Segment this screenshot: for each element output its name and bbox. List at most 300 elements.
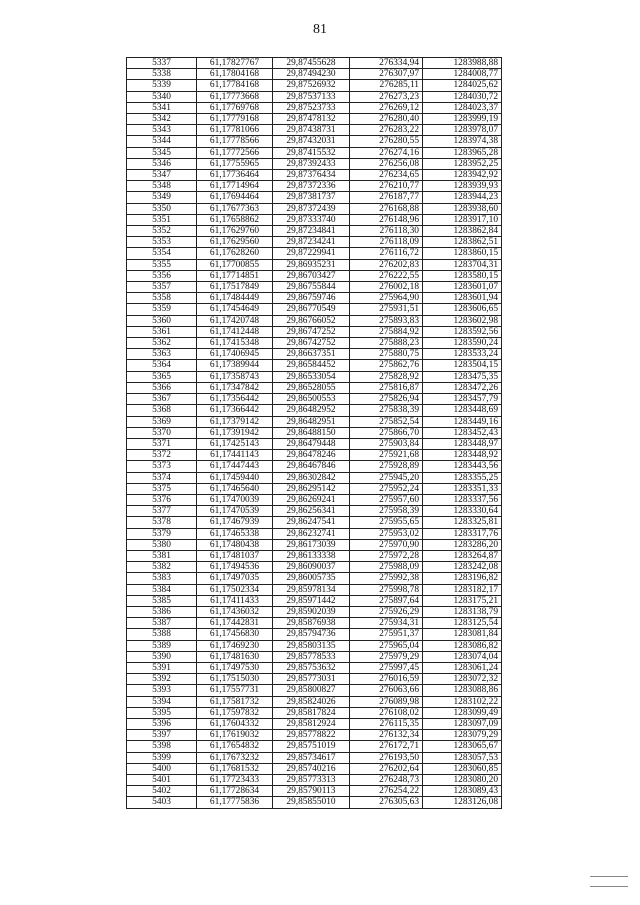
x-coordinate-cell: 275992,38 <box>350 573 423 584</box>
point-id-cell: 5361 <box>127 326 197 337</box>
x-coordinate-cell: 276118,30 <box>350 226 423 237</box>
table-row <box>127 248 502 259</box>
y-coordinate-cell: 1283939,93 <box>423 181 502 192</box>
y-coordinate-cell: 1283102,22 <box>423 696 502 707</box>
longitude-cell: 29,86703427 <box>273 270 350 281</box>
x-coordinate-cell: 275903,84 <box>350 438 423 449</box>
longitude-cell: 29,87526932 <box>273 80 350 91</box>
table-row <box>127 517 502 528</box>
table-row <box>127 360 502 371</box>
x-coordinate-cell: 275945,20 <box>350 472 423 483</box>
table-row <box>127 763 502 774</box>
table-row <box>127 730 502 741</box>
latitude-cell: 61,17379142 <box>197 416 273 427</box>
y-coordinate-cell: 1283601,07 <box>423 282 502 293</box>
table-row <box>127 91 502 102</box>
y-coordinate-cell: 1283952,25 <box>423 158 502 169</box>
y-coordinate-cell: 1283862,84 <box>423 226 502 237</box>
point-id-cell: 5373 <box>127 461 197 472</box>
x-coordinate-cell: 276283,22 <box>350 125 423 136</box>
latitude-cell: 61,17619032 <box>197 730 273 741</box>
y-coordinate-cell: 1283457,79 <box>423 394 502 405</box>
table-row <box>127 539 502 550</box>
latitude-cell: 61,17366442 <box>197 405 273 416</box>
latitude-cell: 61,17604332 <box>197 718 273 729</box>
y-coordinate-cell: 1283448,92 <box>423 450 502 461</box>
table-row <box>127 293 502 304</box>
point-id-cell: 5377 <box>127 506 197 517</box>
longitude-cell: 29,86584452 <box>273 360 350 371</box>
x-coordinate-cell: 275866,70 <box>350 427 423 438</box>
longitude-cell: 29,85751019 <box>273 741 350 752</box>
table-row <box>127 338 502 349</box>
latitude-cell: 61,17358743 <box>197 371 273 382</box>
table-row <box>127 573 502 584</box>
y-coordinate-cell: 1283175,21 <box>423 595 502 606</box>
table-row <box>127 114 502 125</box>
point-id-cell: 5389 <box>127 640 197 651</box>
y-coordinate-cell: 1283999,19 <box>423 114 502 125</box>
latitude-cell: 61,17728634 <box>197 786 273 797</box>
latitude-cell: 61,17781066 <box>197 125 273 136</box>
longitude-cell: 29,85824026 <box>273 696 350 707</box>
y-coordinate-cell: 1283449,16 <box>423 416 502 427</box>
latitude-cell: 61,17442831 <box>197 618 273 629</box>
point-id-cell: 5367 <box>127 394 197 405</box>
x-coordinate-cell: 275826,94 <box>350 394 423 405</box>
point-id-cell: 5401 <box>127 775 197 786</box>
latitude-cell: 61,17654832 <box>197 741 273 752</box>
y-coordinate-cell: 1283079,29 <box>423 730 502 741</box>
latitude-cell: 61,17470039 <box>197 494 273 505</box>
y-coordinate-cell: 1283448,69 <box>423 405 502 416</box>
longitude-cell: 29,85734617 <box>273 752 350 763</box>
y-coordinate-cell: 1283057,53 <box>423 752 502 763</box>
x-coordinate-cell: 276248,73 <box>350 775 423 786</box>
y-coordinate-cell: 1283472,26 <box>423 382 502 393</box>
y-coordinate-cell: 1283097,09 <box>423 718 502 729</box>
latitude-cell: 61,17356442 <box>197 394 273 405</box>
longitude-cell: 29,86478246 <box>273 450 350 461</box>
point-id-cell: 5357 <box>127 282 197 293</box>
point-id-cell: 5343 <box>127 125 197 136</box>
y-coordinate-cell: 1283938,60 <box>423 203 502 214</box>
longitude-cell: 29,86090037 <box>273 562 350 573</box>
table-row <box>127 214 502 225</box>
x-coordinate-cell: 276280,40 <box>350 114 423 125</box>
y-coordinate-cell: 1283242,08 <box>423 562 502 573</box>
point-id-cell: 5372 <box>127 450 197 461</box>
x-coordinate-cell: 276334,94 <box>350 58 423 69</box>
table-row <box>127 136 502 147</box>
point-id-cell: 5337 <box>127 58 197 69</box>
table-row <box>127 775 502 786</box>
y-coordinate-cell: 1283317,76 <box>423 528 502 539</box>
point-id-cell: 5369 <box>127 416 197 427</box>
latitude-cell: 61,17469230 <box>197 640 273 651</box>
latitude-cell: 61,17779168 <box>197 114 273 125</box>
point-id-cell: 5350 <box>127 203 197 214</box>
longitude-cell: 29,86173039 <box>273 539 350 550</box>
x-coordinate-cell: 275952,24 <box>350 483 423 494</box>
y-coordinate-cell: 1283086,82 <box>423 640 502 651</box>
longitude-cell: 29,85971442 <box>273 595 350 606</box>
table-row <box>127 494 502 505</box>
x-coordinate-cell: 276002,18 <box>350 282 423 293</box>
y-coordinate-cell: 1283602,98 <box>423 315 502 326</box>
longitude-cell: 29,87523733 <box>273 102 350 113</box>
point-id-cell: 5371 <box>127 438 197 449</box>
longitude-cell: 29,86766052 <box>273 315 350 326</box>
x-coordinate-cell: 275893,83 <box>350 315 423 326</box>
point-id-cell: 5398 <box>127 741 197 752</box>
x-coordinate-cell: 276116,72 <box>350 248 423 259</box>
latitude-cell: 61,17597832 <box>197 707 273 718</box>
point-id-cell: 5393 <box>127 685 197 696</box>
table-row <box>127 685 502 696</box>
longitude-cell: 29,85803135 <box>273 640 350 651</box>
x-coordinate-cell: 275951,37 <box>350 629 423 640</box>
point-id-cell: 5356 <box>127 270 197 281</box>
longitude-cell: 29,87392433 <box>273 158 350 169</box>
y-coordinate-cell: 1283182,17 <box>423 584 502 595</box>
x-coordinate-cell: 276193,50 <box>350 752 423 763</box>
longitude-cell: 29,87432031 <box>273 136 350 147</box>
latitude-cell: 61,17406945 <box>197 349 273 360</box>
y-coordinate-cell: 1283704,31 <box>423 259 502 270</box>
point-id-cell: 5386 <box>127 606 197 617</box>
latitude-cell: 61,17494536 <box>197 562 273 573</box>
longitude-cell: 29,87234841 <box>273 226 350 237</box>
x-coordinate-cell: 276210,77 <box>350 181 423 192</box>
y-coordinate-cell: 1283592,56 <box>423 326 502 337</box>
y-coordinate-cell: 1283330,64 <box>423 506 502 517</box>
latitude-cell: 61,17628260 <box>197 248 273 259</box>
x-coordinate-cell: 275979,29 <box>350 651 423 662</box>
table-row <box>127 674 502 685</box>
table-row <box>127 618 502 629</box>
longitude-cell: 29,86488150 <box>273 427 350 438</box>
longitude-cell: 29,87229941 <box>273 248 350 259</box>
longitude-cell: 29,85817824 <box>273 707 350 718</box>
point-id-cell: 5354 <box>127 248 197 259</box>
longitude-cell: 29,86232741 <box>273 528 350 539</box>
table-row <box>127 461 502 472</box>
latitude-cell: 61,17436032 <box>197 606 273 617</box>
latitude-cell: 61,17447443 <box>197 461 273 472</box>
longitude-cell: 29,86528055 <box>273 382 350 393</box>
table-row <box>127 102 502 113</box>
longitude-cell: 29,85800827 <box>273 685 350 696</box>
longitude-cell: 29,86747252 <box>273 326 350 337</box>
table-row <box>127 562 502 573</box>
x-coordinate-cell: 275998,78 <box>350 584 423 595</box>
latitude-cell: 61,17827767 <box>197 58 273 69</box>
x-coordinate-cell: 276108,02 <box>350 707 423 718</box>
y-coordinate-cell: 1284030,72 <box>423 91 502 102</box>
y-coordinate-cell: 1283065,67 <box>423 741 502 752</box>
x-coordinate-cell: 276168,88 <box>350 203 423 214</box>
x-coordinate-cell: 275921,68 <box>350 450 423 461</box>
table-row <box>127 606 502 617</box>
y-coordinate-cell: 1283081,84 <box>423 629 502 640</box>
point-id-cell: 5387 <box>127 618 197 629</box>
x-coordinate-cell: 275862,76 <box>350 360 423 371</box>
longitude-cell: 29,87376434 <box>273 170 350 181</box>
longitude-cell: 29,85794736 <box>273 629 350 640</box>
latitude-cell: 61,17465338 <box>197 528 273 539</box>
x-coordinate-cell: 276202,64 <box>350 763 423 774</box>
longitude-cell: 29,85790113 <box>273 786 350 797</box>
x-coordinate-cell: 276256,08 <box>350 158 423 169</box>
point-id-cell: 5359 <box>127 304 197 315</box>
y-coordinate-cell: 1283974,38 <box>423 136 502 147</box>
longitude-cell: 29,85778822 <box>273 730 350 741</box>
longitude-cell: 29,87381737 <box>273 192 350 203</box>
longitude-cell: 29,87415532 <box>273 147 350 158</box>
point-id-cell: 5355 <box>127 259 197 270</box>
table-row <box>127 69 502 80</box>
y-coordinate-cell: 1283860,15 <box>423 248 502 259</box>
latitude-cell: 61,17581732 <box>197 696 273 707</box>
point-id-cell: 5380 <box>127 539 197 550</box>
longitude-cell: 29,86500553 <box>273 394 350 405</box>
latitude-cell: 61,17772566 <box>197 147 273 158</box>
latitude-cell: 61,17441143 <box>197 450 273 461</box>
point-id-cell: 5400 <box>127 763 197 774</box>
footer-line <box>590 886 628 887</box>
latitude-cell: 61,17420748 <box>197 315 273 326</box>
latitude-cell: 61,17677363 <box>197 203 273 214</box>
page-number: 81 <box>313 22 327 37</box>
latitude-cell: 61,17700855 <box>197 259 273 270</box>
longitude-cell: 29,87494230 <box>273 69 350 80</box>
y-coordinate-cell: 1283475,35 <box>423 371 502 382</box>
table-row <box>127 259 502 270</box>
x-coordinate-cell: 275838,39 <box>350 405 423 416</box>
y-coordinate-cell: 1283074,04 <box>423 651 502 662</box>
point-id-cell: 5338 <box>127 69 197 80</box>
point-id-cell: 5392 <box>127 674 197 685</box>
point-id-cell: 5402 <box>127 786 197 797</box>
longitude-cell: 29,87537133 <box>273 91 350 102</box>
point-id-cell: 5346 <box>127 158 197 169</box>
longitude-cell: 29,87455628 <box>273 58 350 69</box>
longitude-cell: 29,86302842 <box>273 472 350 483</box>
y-coordinate-cell: 1283443,56 <box>423 461 502 472</box>
y-coordinate-cell: 1283580,15 <box>423 270 502 281</box>
y-coordinate-cell: 1283125,54 <box>423 618 502 629</box>
table-row <box>127 786 502 797</box>
table-row <box>127 427 502 438</box>
x-coordinate-cell: 276202,83 <box>350 259 423 270</box>
latitude-cell: 61,17515030 <box>197 674 273 685</box>
x-coordinate-cell: 276132,34 <box>350 730 423 741</box>
table-row <box>127 741 502 752</box>
table-row <box>127 662 502 673</box>
y-coordinate-cell: 1283504,15 <box>423 360 502 371</box>
x-coordinate-cell: 275928,89 <box>350 461 423 472</box>
point-id-cell: 5379 <box>127 528 197 539</box>
latitude-cell: 61,17497035 <box>197 573 273 584</box>
x-coordinate-cell: 276234,65 <box>350 170 423 181</box>
longitude-cell: 29,86467846 <box>273 461 350 472</box>
y-coordinate-cell: 1283601,94 <box>423 293 502 304</box>
y-coordinate-cell: 1283264,87 <box>423 550 502 561</box>
longitude-cell: 29,85876938 <box>273 618 350 629</box>
y-coordinate-cell: 1283942,92 <box>423 170 502 181</box>
y-coordinate-cell: 1284008,77 <box>423 69 502 80</box>
table-row <box>127 147 502 158</box>
point-id-cell: 5363 <box>127 349 197 360</box>
longitude-cell: 29,85773313 <box>273 775 350 786</box>
x-coordinate-cell: 276089,98 <box>350 696 423 707</box>
longitude-cell: 29,86770549 <box>273 304 350 315</box>
footer-line <box>590 876 628 877</box>
y-coordinate-cell: 1283138,79 <box>423 606 502 617</box>
table-row <box>127 326 502 337</box>
x-coordinate-cell: 276187,77 <box>350 192 423 203</box>
latitude-cell: 61,17347842 <box>197 382 273 393</box>
table-row <box>127 550 502 561</box>
point-id-cell: 5368 <box>127 405 197 416</box>
latitude-cell: 61,17755965 <box>197 158 273 169</box>
point-id-cell: 5349 <box>127 192 197 203</box>
y-coordinate-cell: 1283448,97 <box>423 438 502 449</box>
table-row <box>127 640 502 651</box>
point-id-cell: 5383 <box>127 573 197 584</box>
table-row <box>127 438 502 449</box>
longitude-cell: 29,86256341 <box>273 506 350 517</box>
table-row <box>127 528 502 539</box>
latitude-cell: 61,17467939 <box>197 517 273 528</box>
x-coordinate-cell: 276172,71 <box>350 741 423 752</box>
x-coordinate-cell: 276148,96 <box>350 214 423 225</box>
latitude-cell: 61,17784168 <box>197 80 273 91</box>
x-coordinate-cell: 275828,92 <box>350 371 423 382</box>
x-coordinate-cell: 276254,22 <box>350 786 423 797</box>
latitude-cell: 61,17412448 <box>197 326 273 337</box>
y-coordinate-cell: 1284025,62 <box>423 80 502 91</box>
x-coordinate-cell: 276063,66 <box>350 685 423 696</box>
x-coordinate-cell: 276118,09 <box>350 237 423 248</box>
longitude-cell: 29,85978134 <box>273 584 350 595</box>
point-id-cell: 5364 <box>127 360 197 371</box>
point-id-cell: 5384 <box>127 584 197 595</box>
y-coordinate-cell: 1283196,82 <box>423 573 502 584</box>
point-id-cell: 5375 <box>127 483 197 494</box>
point-id-cell: 5381 <box>127 550 197 561</box>
longitude-cell: 29,86755844 <box>273 282 350 293</box>
x-coordinate-cell: 276269,12 <box>350 102 423 113</box>
table-row <box>127 270 502 281</box>
x-coordinate-cell: 275988,09 <box>350 562 423 573</box>
longitude-cell: 29,85778533 <box>273 651 350 662</box>
latitude-cell: 61,17470539 <box>197 506 273 517</box>
latitude-cell: 61,17481037 <box>197 550 273 561</box>
point-id-cell: 5366 <box>127 382 197 393</box>
longitude-cell: 29,86482952 <box>273 405 350 416</box>
longitude-cell: 29,86479448 <box>273 438 350 449</box>
y-coordinate-cell: 1283089,43 <box>423 786 502 797</box>
x-coordinate-cell: 276305,63 <box>350 797 423 808</box>
coordinates-table <box>126 57 502 809</box>
table-row <box>127 282 502 293</box>
y-coordinate-cell: 1283355,25 <box>423 472 502 483</box>
x-coordinate-cell: 276115,35 <box>350 718 423 729</box>
point-id-cell: 5347 <box>127 170 197 181</box>
table-row <box>127 349 502 360</box>
point-id-cell: 5362 <box>127 338 197 349</box>
point-id-cell: 5345 <box>127 147 197 158</box>
longitude-cell: 29,87333740 <box>273 214 350 225</box>
table-row <box>127 181 502 192</box>
latitude-cell: 61,17723433 <box>197 775 273 786</box>
longitude-cell: 29,85773031 <box>273 674 350 685</box>
table-row <box>127 416 502 427</box>
x-coordinate-cell: 275931,51 <box>350 304 423 315</box>
y-coordinate-cell: 1283088,86 <box>423 685 502 696</box>
latitude-cell: 61,17714851 <box>197 270 273 281</box>
table-row <box>127 584 502 595</box>
latitude-cell: 61,17557731 <box>197 685 273 696</box>
point-id-cell: 5388 <box>127 629 197 640</box>
x-coordinate-cell: 275997,45 <box>350 662 423 673</box>
point-id-cell: 5403 <box>127 797 197 808</box>
latitude-cell: 61,17425143 <box>197 438 273 449</box>
table-row <box>127 718 502 729</box>
longitude-cell: 29,86759746 <box>273 293 350 304</box>
y-coordinate-cell: 1283325,81 <box>423 517 502 528</box>
table-row <box>127 696 502 707</box>
x-coordinate-cell: 275964,90 <box>350 293 423 304</box>
longitude-cell: 29,87234241 <box>273 237 350 248</box>
x-coordinate-cell: 276307,97 <box>350 69 423 80</box>
y-coordinate-cell: 1283606,65 <box>423 304 502 315</box>
longitude-cell: 29,87478132 <box>273 114 350 125</box>
longitude-cell: 29,86295142 <box>273 483 350 494</box>
latitude-cell: 61,17459440 <box>197 472 273 483</box>
latitude-cell: 61,17769768 <box>197 102 273 113</box>
latitude-cell: 61,17736464 <box>197 170 273 181</box>
longitude-cell: 29,86637351 <box>273 349 350 360</box>
y-coordinate-cell: 1283978,07 <box>423 125 502 136</box>
latitude-cell: 61,17517849 <box>197 282 273 293</box>
longitude-cell: 29,85902039 <box>273 606 350 617</box>
x-coordinate-cell: 275880,75 <box>350 349 423 360</box>
table-row <box>127 170 502 181</box>
x-coordinate-cell: 276016,59 <box>350 674 423 685</box>
latitude-cell: 61,17497530 <box>197 662 273 673</box>
point-id-cell: 5378 <box>127 517 197 528</box>
table-row <box>127 58 502 69</box>
point-id-cell: 5385 <box>127 595 197 606</box>
longitude-cell: 29,86269241 <box>273 494 350 505</box>
x-coordinate-cell: 276280,55 <box>350 136 423 147</box>
longitude-cell: 29,86533054 <box>273 371 350 382</box>
point-id-cell: 5391 <box>127 662 197 673</box>
longitude-cell: 29,85812924 <box>273 718 350 729</box>
coordinates-table-body <box>127 58 502 809</box>
y-coordinate-cell: 1283944,23 <box>423 192 502 203</box>
point-id-cell: 5365 <box>127 371 197 382</box>
table-row <box>127 394 502 405</box>
latitude-cell: 61,17481630 <box>197 651 273 662</box>
latitude-cell: 61,17775836 <box>197 797 273 808</box>
latitude-cell: 61,17773668 <box>197 91 273 102</box>
point-id-cell: 5341 <box>127 102 197 113</box>
table-row <box>127 506 502 517</box>
